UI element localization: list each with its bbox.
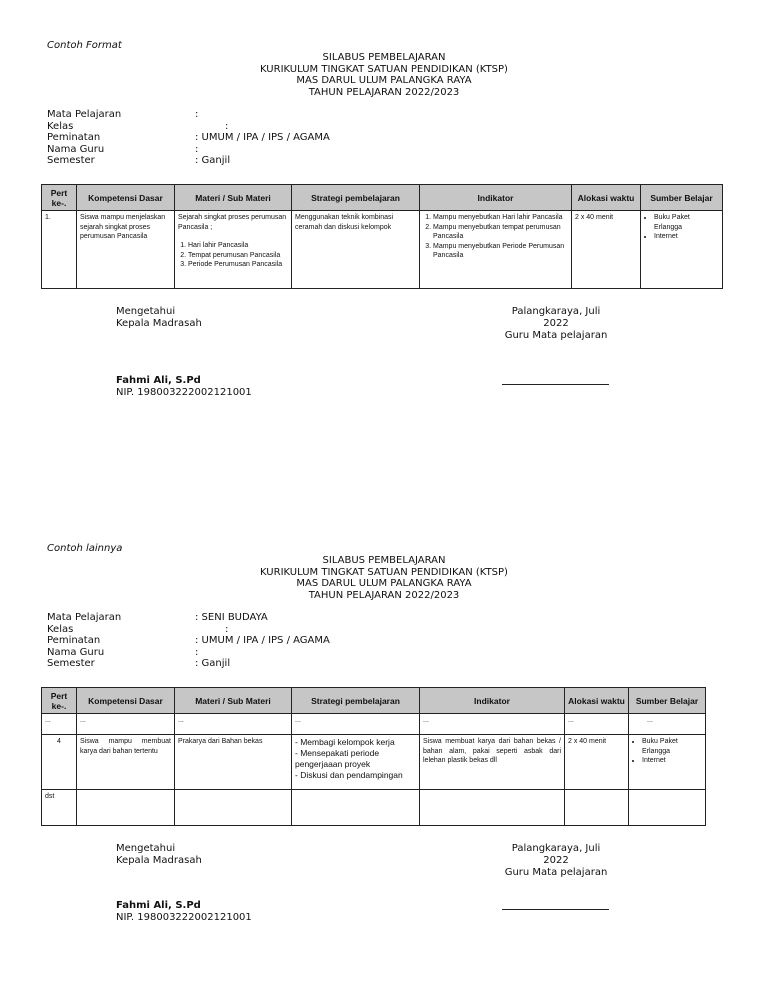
header-materi: Materi / Sub Materi [175, 688, 292, 714]
cell-ellipsis: ... [42, 714, 77, 735]
title-line: MAS DARUL ULUM PALANGKA RAYA [296, 75, 472, 86]
cell-strategi: - Membagi kelompok kerja - Mensepakati periode pengerjaaan proyek - Diskusi dan pendampingan [292, 735, 420, 790]
cell-ellipsis: ... [629, 714, 706, 735]
title-line: TAHUN PELAJARAN 2022/2023 [308, 86, 460, 98]
list-item: • Buku Paket Erlangga [642, 737, 702, 756]
info-value-guru: : [195, 143, 199, 155]
list-item: 2. Tempat perumusan Pancasila [188, 251, 288, 261]
info-key-guru: Nama Guru [47, 143, 105, 155]
cell-kd: Siswa mampu membuat karya dari bahan tertentu [77, 735, 175, 790]
info-value-semester: : Ganjil [195, 658, 231, 669]
header-indikator: Indikator [420, 688, 565, 714]
cell-sumber [641, 211, 723, 289]
info-value-semester: : Ganjil [195, 155, 231, 166]
header-sumber: Sumber Belajar [641, 185, 723, 211]
signature-line [502, 384, 609, 385]
list-item: • Internet [642, 756, 702, 766]
signature-right [498, 843, 614, 879]
cell-alokasi: 2 x 40 menit [572, 211, 641, 289]
sign-mengetahui: Mengetahui [116, 306, 176, 317]
cell-ellipsis: ... [565, 714, 629, 735]
info-value-kelas: : [225, 120, 229, 132]
header-kd: Kompetensi Dasar [77, 185, 175, 211]
format-label: Contoh Format [47, 40, 122, 51]
header-kd: Kompetensi Dasar [77, 688, 175, 714]
info-value-guru: : [195, 646, 199, 658]
materi-intro: Sejarah singkat proses perumusan Pancasila ; [178, 214, 287, 231]
indikator-list [423, 213, 568, 261]
header-sumber: Sumber Belajar [629, 688, 706, 714]
header-strategi: Strategi pembelajaran [292, 688, 420, 714]
sign-kepala: Kepala Madrasah [116, 318, 202, 329]
cell-strategi: Menggunakan teknik kombinasi ceramah dan diskusi kelompok [292, 211, 420, 289]
info-value-mapel: : SENI BUDAYA [195, 612, 268, 623]
sign-nip: NIP. 198003222002121001 [116, 387, 252, 398]
info-value-kelas: : [225, 623, 229, 635]
info-key-mapel: Mata Pelajaran [47, 612, 122, 623]
table-header-row [42, 688, 706, 714]
cell-kd: Siswa mampu menjelaskan sejarah singkat proses perumusan Pancasila [77, 211, 175, 289]
info-value-mapel: : [195, 109, 199, 120]
title-line: SILABUS PEMBELAJARAN [322, 555, 446, 566]
list-item: 2. Mampu menyebutkan tempat perumusan Pancasila [433, 223, 568, 242]
cell-pert: 1. [42, 211, 77, 289]
list-item: 1. Mampu menyebutkan Hari lahir Pancasila [433, 213, 568, 223]
signature-right [498, 306, 614, 342]
syllabus-title [0, 555, 768, 601]
info-key-kelas: Kelas [47, 623, 74, 635]
header-pert: Pert ke-. [42, 185, 77, 211]
title-line: KURIKULUM TINGKAT SATUAN PENDIDIKAN (KTSP) [260, 63, 508, 75]
sign-guru: Guru Mata pelajaran [504, 867, 608, 878]
info-block [47, 109, 330, 167]
header-pert: Pert ke-. [42, 688, 77, 714]
header-indikator: Indikator [420, 185, 572, 211]
cell-empty [629, 790, 706, 826]
sumber-list [644, 213, 719, 242]
example-label: Contoh lainnya [47, 543, 123, 554]
sign-place-date: Palangkaraya, Juli 2022 [511, 306, 601, 329]
cell-materi: Prakarya dari Bahan bekas [175, 735, 292, 790]
title-line: MAS DARUL ULUM PALANGKA RAYA [296, 578, 472, 589]
info-key-peminatan: Peminatan [47, 635, 101, 646]
cell-indikator [420, 211, 572, 289]
cell-materi [175, 211, 292, 289]
info-key-kelas: Kelas [47, 120, 74, 132]
cell-alokasi: 2 x 40 menit [565, 735, 629, 790]
cell-empty [175, 790, 292, 826]
cell-ellipsis: ... [175, 714, 292, 735]
sign-name: Fahmi Ali, S.Pd [116, 900, 201, 911]
header-alokasi: Alokasi waktu [572, 185, 641, 211]
cell-pert: 4 [42, 735, 77, 790]
sumber-list [632, 737, 702, 766]
sign-mengetahui: Mengetahui [116, 843, 176, 854]
signature-left [116, 306, 202, 330]
info-key-semester: Semester [47, 658, 95, 669]
list-item: 3. Mampu menyebutkan Periode Perumusan Pancasila [433, 242, 568, 261]
sign-guru: Guru Mata pelajaran [504, 330, 608, 341]
info-key-guru: Nama Guru [47, 646, 105, 658]
materi-list [178, 241, 288, 270]
sign-name: Fahmi Ali, S.Pd [116, 375, 201, 386]
sign-nip: NIP. 198003222002121001 [116, 912, 252, 923]
cell-ellipsis: ... [292, 714, 420, 735]
sign-place-date: Palangkaraya, Juli 2022 [511, 843, 601, 866]
list-item: • Internet [654, 232, 719, 242]
table-row [42, 790, 706, 826]
cell-empty [292, 790, 420, 826]
header-strategi: Strategi pembelajaran [292, 185, 420, 211]
cell-empty [565, 790, 629, 826]
table-row [42, 714, 706, 735]
header-alokasi: Alokasi waktu [565, 688, 629, 714]
cell-ellipsis: ... [420, 714, 565, 735]
header-materi: Materi / Sub Materi [175, 185, 292, 211]
table-header-row [42, 185, 723, 211]
info-value-peminatan: : UMUM / IPA / IPS / AGAMA [195, 132, 330, 143]
cell-ellipsis: ... [77, 714, 175, 735]
syllabus-title [0, 52, 768, 98]
list-item: • Buku Paket Erlangga [654, 213, 719, 232]
title-line: TAHUN PELAJARAN 2022/2023 [308, 589, 460, 601]
table-row [42, 211, 723, 289]
cell-empty [420, 790, 565, 826]
cell-indikator: Siswa membuat karya dari bahan bekas / bahan alam, pakai seperti asbak dari lelehan plastik bekas dll [420, 735, 565, 790]
signature-line [502, 909, 609, 910]
info-block [47, 612, 330, 670]
cell-dst: dst [42, 790, 77, 826]
info-key-mapel: Mata Pelajaran [47, 109, 122, 120]
table-row [42, 735, 706, 790]
info-value-peminatan: : UMUM / IPA / IPS / AGAMA [195, 635, 330, 646]
cell-sumber [629, 735, 706, 790]
info-key-peminatan: Peminatan [47, 132, 101, 143]
signature-left [116, 843, 202, 867]
cell-empty [77, 790, 175, 826]
list-item: 3. Periode Perumusan Pancasila [188, 260, 288, 270]
sign-kepala: Kepala Madrasah [116, 855, 202, 866]
title-line: KURIKULUM TINGKAT SATUAN PENDIDIKAN (KTSP) [260, 566, 508, 578]
title-line: SILABUS PEMBELAJARAN [322, 52, 446, 63]
syllabus-table [41, 687, 706, 826]
list-item: 1. Hari lahir Pancasila [188, 241, 288, 251]
info-key-semester: Semester [47, 155, 95, 166]
syllabus-table [41, 184, 723, 289]
